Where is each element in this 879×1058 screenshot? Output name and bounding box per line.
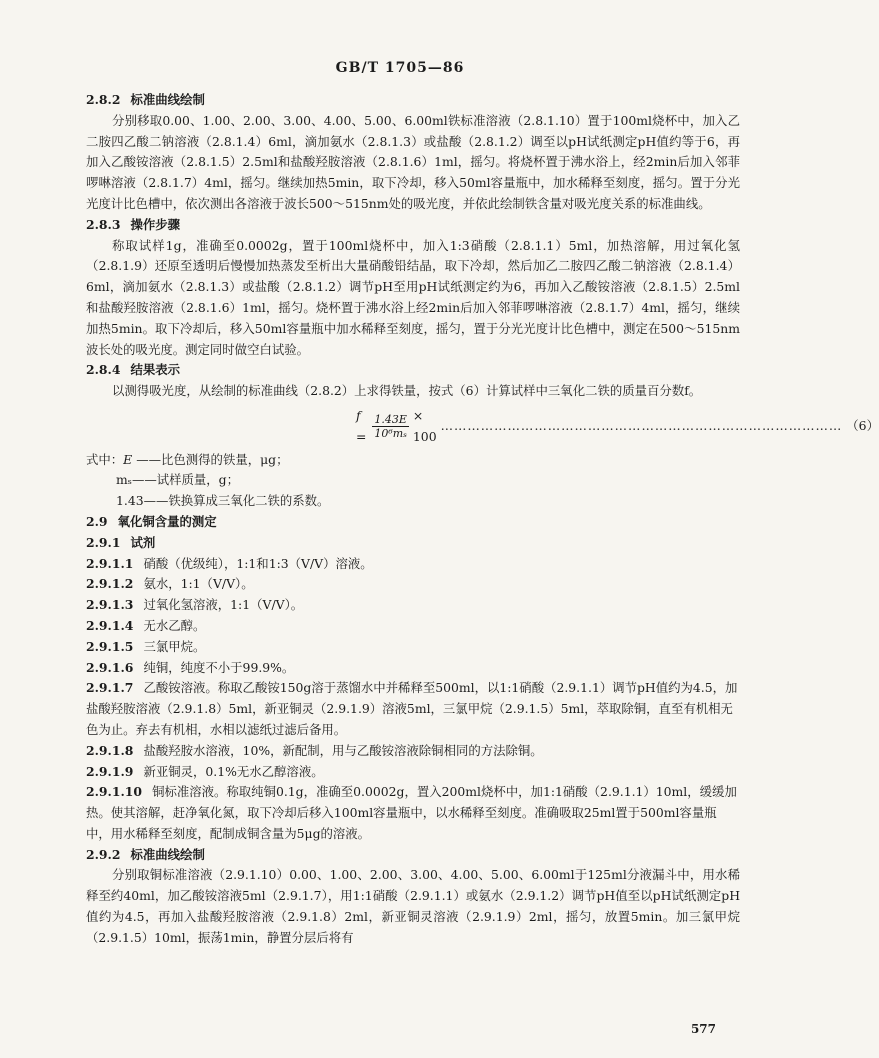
item-text: 三氯甲烷。 — [143, 638, 206, 654]
item-text: 无水乙醇。 — [143, 617, 206, 633]
where-prefix: 式中： — [86, 451, 124, 467]
reagent-item — [86, 658, 740, 679]
item-text: 纯铜，纯度不小于99.9%。 — [143, 659, 295, 675]
equation-number: （6） — [846, 418, 879, 434]
body-paragraph: 分别移取0.00、1.00、2.00、3.00、4.00、5.00、6.00ml铁标准溶液（2.8.1.10）置于100ml烧杯中，加入乙二胺四乙酸二钠溶液（2.8.1.4）6ml，滴加氨水（2.8.1.3）或盐酸（2.8.1.2）调至以pH试纸测定pH值约等于6，再加入乙酸铵溶液（2.8.1.5）2.5ml和盐酸羟胺溶液（2.8.1.6）1ml，摇匀。将烧杯置于沸水浴上，经2min后加入邻菲啰啉溶液（2.8.1.7）4ml，摇匀。继续加热5min，取下冷却，移入50ml容量瓶中，加水稀释至刻度，摇匀。置于分光光度计比色槽中，依次测出各溶液于波长500～515nm处的吸光度，并依此绘制铁含量对吸光度关系的标准曲线。 — [86, 112, 740, 211]
equation-lhs: f = — [356, 407, 367, 444]
section-title: 试剂 — [130, 534, 156, 550]
reagent-item — [86, 741, 740, 762]
item-number: 2.9.1.10 — [86, 784, 143, 800]
item-number: 2.9.1.2 — [86, 576, 134, 592]
reagent-item — [86, 616, 740, 637]
section-heading — [86, 845, 740, 866]
item-text: 新亚铜灵，0.1%无水乙醇溶液。 — [143, 763, 324, 779]
item-number: 2.9.1.8 — [86, 742, 134, 758]
section-title: 标准曲线绘制 — [130, 92, 205, 107]
section-number: 2.8.4 — [86, 362, 121, 378]
page-number: 577 — [690, 1022, 716, 1036]
section-number: 2.9.1 — [86, 534, 121, 550]
item-text: 盐酸羟胺水溶液，10%，新配制，用与乙酸铵溶液除铜相同的方法除铜。 — [143, 742, 543, 758]
equation-6 — [86, 406, 879, 448]
document-body — [86, 90, 879, 949]
body-paragraph: 分别取铜标准溶液（2.9.1.10）0.00、1.00、2.00、3.00、4.00、5.00、6.00ml于125ml分液漏斗中，用水稀释至约40ml，加乙酸铵溶液5ml（2.9.1.7），用1:1硝酸（2.9.1.1）或氨水（2.9.1.2）调节pH值至以pH试纸测定pH值约为4.5，再加入盐酸羟胺溶液（2.9.1.8）2ml，新亚铜灵溶液（2.9.1.9）2ml，摇匀，放置5min。加三氯甲烷（2.9.1.5）10ml，振荡1min，静置分层后将有 — [86, 867, 740, 945]
item-text: 氨水，1:1（V/V）。 — [143, 576, 254, 592]
variable-definition — [86, 470, 740, 491]
fraction-denominator: 10⁶mₛ — [374, 427, 407, 441]
section-number: 2.8.3 — [86, 216, 121, 232]
equation-fraction — [372, 413, 409, 440]
section-heading — [86, 90, 740, 111]
reagent-item — [86, 762, 740, 783]
section-heading — [86, 512, 740, 533]
variable-meaning: ——铁换算成三氧化二铁的系数。 — [143, 493, 330, 509]
section-title: 结果表示 — [130, 362, 181, 378]
body-paragraph: 以测得吸光度，从绘制的标准曲线（2.8.2）上求得铁量，按式（6）计算试样中三氧化二铁的质量百分数f。 — [112, 383, 702, 399]
section-title: 标准曲线绘制 — [130, 846, 205, 862]
section-heading — [86, 215, 740, 236]
variable-definition — [86, 450, 740, 471]
section-number: 2.9 — [86, 513, 108, 529]
variable-meaning: ——比色测得的铁量，μg； — [136, 451, 289, 467]
fraction-numerator: 1.43E — [374, 413, 407, 427]
item-text: 乙酸铵溶液。称取乙酸铵150g溶于蒸馏水中并稀释至500ml，以1:1硝酸（2.9.1.1）调节pH值约为4.5，加盐酸羟胺溶液（2.9.1.8）5ml，新亚铜灵（2.9.1.9）溶液5ml，三氯甲烷（2.9.1.5）5ml，萃取除铜，直至有机相无色为止。弃去有机相，水相以滤纸过滤后备用。 — [86, 680, 738, 737]
variable-definition — [86, 491, 740, 512]
item-number: 2.9.1.4 — [86, 617, 134, 633]
section-number: 2.9.2 — [86, 846, 121, 862]
leader-dots: ……………………………………………………………………………… — [440, 418, 843, 434]
reagent-item — [86, 637, 740, 658]
variable-symbol: mₛ — [116, 472, 132, 488]
section-number: 2.8.2 — [86, 92, 121, 107]
body-paragraph: 称取试样1g，准确至0.0002g，置于100ml烧杯中，加入1:3硝酸（2.8.1.1）5ml，加热溶解，用过氧化氢（2.8.1.9）还原至透明后慢慢加热蒸发至析出大量硝酸铅结晶，取下冷却，然后加乙二胺四乙酸二钠溶液（2.8.1.4）6ml，滴加氨水（2.8.1.3）或盐酸（2.8.1.2）调节pH至用pH试纸测定约为6，再加入乙酸铵溶液（2.8.1.5）2.5ml和盐酸羟胺溶液（2.8.1.6）1ml，摇匀。烧杯置于沸水浴上经2min后加入邻菲啰啉溶液（2.8.1.7）4ml，摇匀，继续加热5min。取下冷却后，移入50ml容量瓶中加水稀释至刻度，摇匀，置于分光光度计比色槽中，测定在500～515nm波长处的吸光度。测定同时做空白试验。 — [86, 237, 740, 357]
reagent-item — [86, 782, 740, 844]
section-heading — [86, 533, 740, 554]
equation-multiplier: × 100 — [412, 407, 437, 444]
section-heading — [86, 360, 740, 381]
reagent-item — [86, 678, 740, 740]
reagent-item — [86, 574, 740, 595]
variable-meaning: ——试样质量，g； — [131, 472, 239, 488]
item-text: 过氧化氢溶液，1:1（V/V）。 — [143, 597, 304, 613]
variable-symbol: E — [123, 451, 133, 467]
item-number: 2.9.1.6 — [86, 659, 134, 675]
reagent-item — [86, 554, 740, 575]
item-text: 硝酸（优级纯），1:1和1:3（V/V）溶液。 — [143, 555, 373, 571]
item-number: 2.9.1.1 — [86, 555, 134, 571]
item-text: 铜标准溶液。称取纯铜0.1g，准确至0.0002g，置入200ml烧杯中，加1:1硝酸（2.9.1.1）10ml，缓缓加热。使其溶解，赶净氧化氮，取下冷却后移入100ml容量瓶中，以水稀释至刻度。准确吸取25ml置于500ml容量瓶中，用水稀释至刻度，配制成铜含量为5μg的溶液。 — [86, 784, 737, 841]
item-number: 2.9.1.9 — [86, 763, 134, 779]
item-number: 2.9.1.5 — [86, 638, 134, 654]
variable-symbol: 1.43 — [116, 493, 144, 509]
item-number: 2.9.1.3 — [86, 597, 134, 613]
standard-number-header: GB/T 1705—86 — [335, 60, 465, 76]
section-title: 氧化铜含量的测定 — [117, 513, 217, 529]
section-title: 操作步骤 — [130, 216, 181, 232]
reagent-item — [86, 595, 740, 616]
item-number: 2.9.1.7 — [86, 680, 134, 696]
